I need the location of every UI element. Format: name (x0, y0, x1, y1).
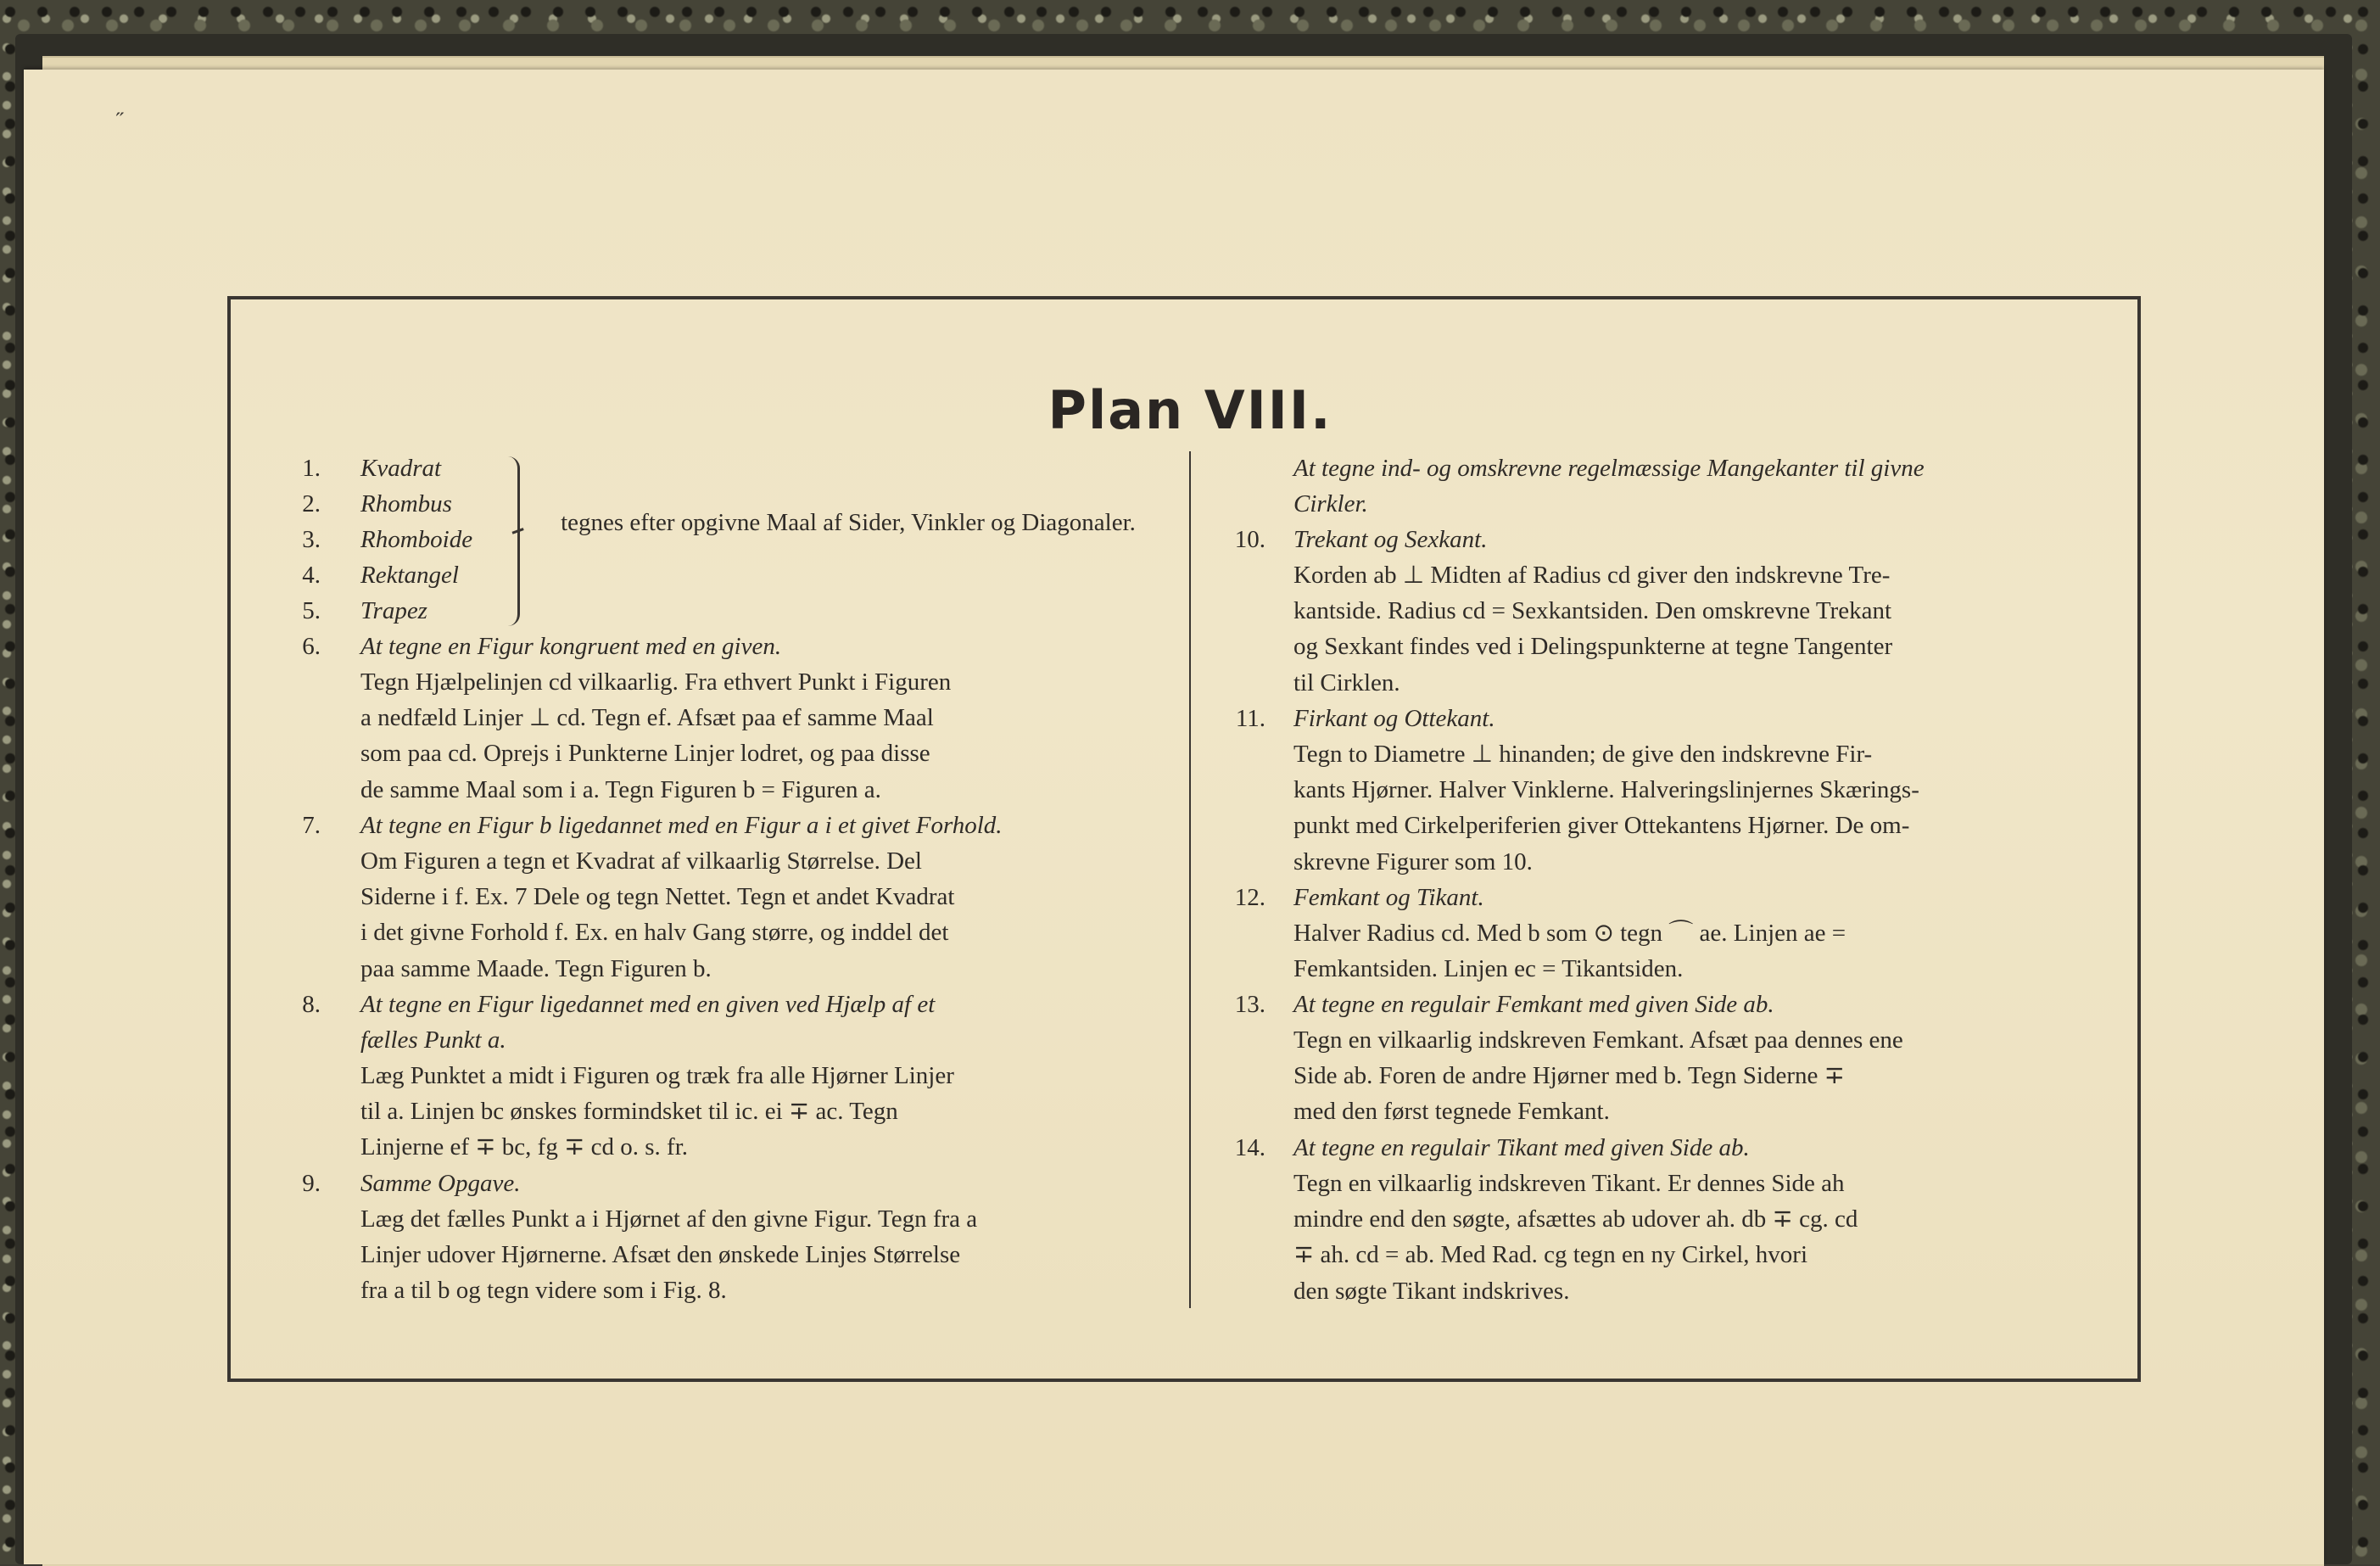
body-line: Korden ab ⊥ Midten af Radius cd giver den indskrevne Tre- (1293, 562, 1891, 589)
section-intro: At tegne ind- og omskrevne regelmæssige Mangekanter til givne (1293, 455, 1925, 482)
brace-text: tegnes efter opgivne Maal af Sider, Vinkler og Diagonaler. (561, 509, 1136, 536)
item-body (360, 1058, 1141, 1166)
item-heading: At tegne en Figur kongruent med en given. (360, 633, 782, 660)
item-body (1293, 1166, 2070, 1309)
item-heading: At tegne en regulair Femkant med given Side ab. (1293, 991, 1774, 1018)
body-line: Linjer udover Hjørnerne. Afsæt den ønskede Linjes Størrelse (360, 1241, 961, 1269)
item-heading: At tegne en Figur ligedannet med en given ved Hjælp af et (360, 991, 936, 1018)
body-line: Tegn en vilkaarlig indskreven Tikant. Er dennes Side ah (1293, 1170, 1845, 1197)
body-line: mindre end den søgte, afsættes ab udover ah. db ∓ cg. cd (1293, 1205, 1858, 1233)
item-body (1293, 736, 2070, 880)
item-body (360, 1201, 1145, 1309)
shape-name: Rhombus (360, 490, 452, 517)
body-line: kantside. Radius cd = Sexkantsiden. Den omskrevne Trekant (1293, 597, 1892, 625)
body-line: Læg Punktet a midt i Figuren og træk fra alle Hjørner Linjer (360, 1062, 954, 1089)
item-body (360, 664, 1141, 808)
body-line: og Sexkant findes ved i Delingspunkterne at tegne Tangenter (1293, 633, 1893, 661)
body-line: som paa cd. Oprejs i Punkterne Linjer lodret, og paa disse (360, 740, 930, 768)
body-line: den søgte Tikant indskrives. (1293, 1277, 1570, 1305)
item-body (1293, 557, 2070, 701)
item-number: 5. (302, 597, 321, 624)
item-number: 3. (302, 526, 321, 553)
item-heading-cont: fælles Punkt a. (360, 1026, 506, 1054)
item-number: 6. (302, 633, 321, 660)
body-line: Tegn to Diametre ⊥ hinanden; de give den indskrevne Fir- (1293, 741, 1873, 768)
item-number: 7. (302, 812, 321, 839)
item-heading: At tegne en regulair Tikant med given Side ab. (1293, 1134, 1750, 1161)
column-divider (1189, 451, 1191, 1308)
shape-name: Rhomboide (360, 526, 473, 553)
body-line: Tegn en vilkaarlig indskreven Femkant. Afsæt paa dennes ene (1293, 1026, 1903, 1054)
item-body (1293, 1022, 2070, 1130)
body-line: paa samme Maade. Tegn Figuren b. (360, 954, 712, 982)
item-number: 12. (1234, 884, 1265, 911)
item-number: 1. (302, 455, 321, 482)
body-line: de samme Maal som i a. Tegn Figuren b = Figuren a. (360, 775, 881, 803)
body-line: Tegn Hjælpelinjen cd vilkaarlig. Fra ethvert Punkt i Figuren (360, 668, 952, 696)
item-number: 9. (302, 1170, 321, 1197)
body-line: i det givne Forhold f. Ex. en halv Gang større, og inddel det (360, 919, 949, 947)
item-number: 4. (302, 562, 321, 589)
ink-mark: ˝ (116, 109, 124, 133)
body-line: fra a til b og tegn videre som i Fig. 8. (360, 1277, 727, 1305)
body-line: Linjerne ef ∓ bc, fg ∓ cd o. s. fr. (360, 1133, 689, 1161)
body-line: med den først tegnede Femkant. (1293, 1098, 1610, 1126)
body-line: til a. Linjen bc ønskes formindsket til ic. ei ∓ ac. Tegn (360, 1098, 898, 1126)
item-number: 13. (1234, 991, 1265, 1018)
body-line: skrevne Figurer som 10. (1293, 847, 1533, 875)
page-title: Plan VIII. (1048, 379, 1332, 441)
item-heading: Firkant og Ottekant. (1293, 705, 1495, 732)
body-line: Halver Radius cd. Med b som ⊙ tegn ⌒ ae. Linjen ae = (1293, 920, 1846, 947)
body-line: Siderne i f. Ex. 7 Dele og tegn Nettet. Tegn et andet Kvadrat (360, 883, 955, 911)
section-intro-cont: Cirkler. (1293, 490, 1368, 517)
body-line: ∓ ah. cd = ab. Med Rad. cg tegn en ny Cirkel, hvori (1293, 1241, 1808, 1269)
shape-name: Trapez (360, 597, 427, 624)
item-number: 2. (302, 490, 321, 517)
item-number: 14. (1234, 1134, 1265, 1161)
item-body (360, 843, 1141, 987)
body-line: Side ab. Foren de andre Hjørner med b. Tegn Siderne ∓ (1293, 1062, 1845, 1090)
body-line: Læg det fælles Punkt a i Hjørnet af den givne Figur. Tegn fra a (360, 1205, 978, 1233)
item-number: 11. (1235, 705, 1265, 732)
body-line: til Cirklen. (1293, 668, 1400, 696)
item-heading: Trekant og Sexkant. (1293, 526, 1488, 553)
body-line: kants Hjørner. Halver Vinklerne. Halveringslinjernes Skærings- (1293, 776, 1919, 804)
body-line: Femkantsiden. Linjen ec = Tikantsiden. (1293, 955, 1684, 983)
shape-name: Kvadrat (360, 455, 442, 482)
item-heading: Femkant og Tikant. (1293, 884, 1484, 911)
body-line: punkt med Cirkelperiferien giver Ottekantens Hjørner. De om- (1293, 812, 1910, 840)
item-number: 8. (302, 991, 321, 1018)
item-heading: At tegne en Figur b ligedannet med en Figur a i et givet Forhold. (360, 812, 1003, 839)
body-line: Om Figuren a tegn et Kvadrat af vilkaarlig Størrelse. Del (360, 847, 922, 875)
item-number: 10. (1234, 526, 1265, 553)
item-heading: Samme Opgave. (360, 1170, 521, 1197)
body-line: a nedfæld Linjer ⊥ cd. Tegn ef. Afsæt paa ef samme Maal (360, 704, 934, 732)
shape-name: Rektangel (360, 562, 459, 589)
item-body (1293, 915, 2070, 987)
